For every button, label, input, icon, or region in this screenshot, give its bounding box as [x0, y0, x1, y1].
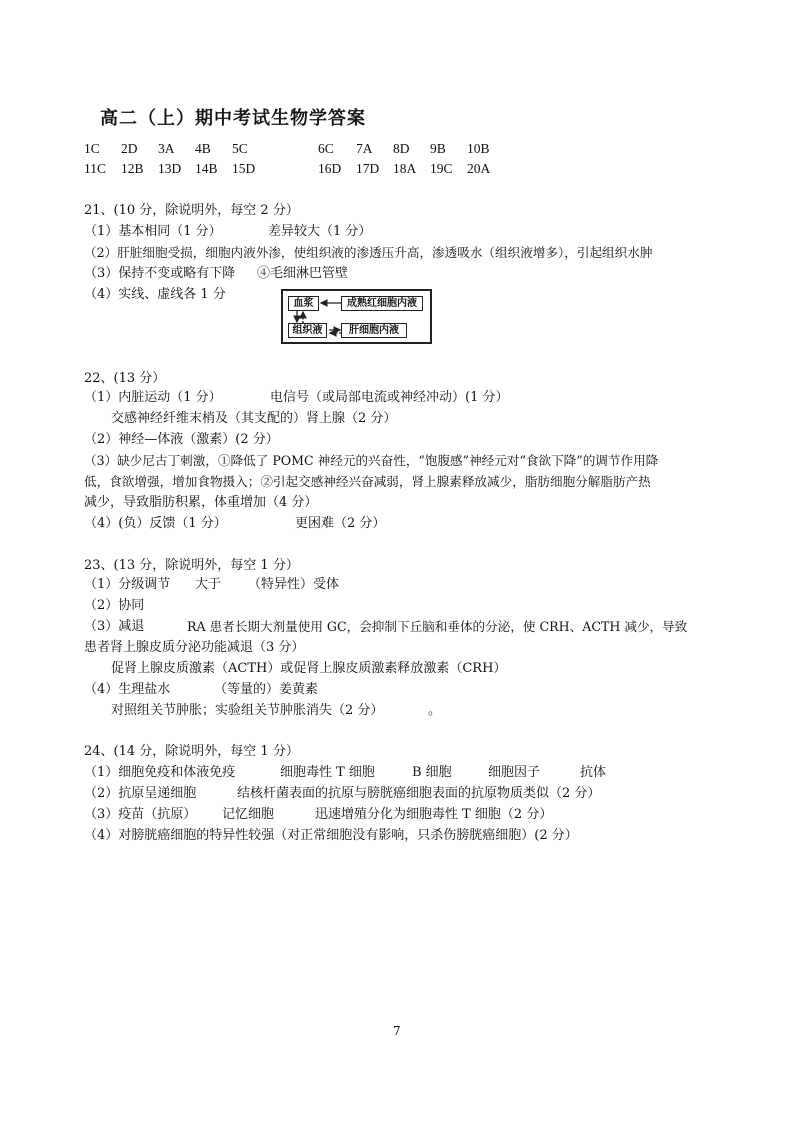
answer-item: 4B [195, 141, 211, 156]
answer-item: 11C [84, 161, 107, 176]
q21-line-4: （4）实线、虚线各 1 分 [84, 287, 226, 302]
q23-line-4d: 。 [428, 703, 442, 718]
q23-line-4b: （等量的）姜黄素 [214, 682, 319, 697]
answer-item: 9B [430, 141, 446, 156]
diagram-rbc-fluid: 成熟红细胞内液 [341, 296, 423, 311]
q21-line-3b: ④毛细淋巴管壁 [257, 266, 349, 281]
q23-line-3a: （3）减退 [84, 619, 145, 634]
q22-line-1c: 交感神经纤维末梢及（其支配的）肾上腺（2 分） [111, 411, 397, 426]
diagram-tissue-fluid: 组织液 [288, 323, 327, 338]
q24-line-1d: 细胞因子 [488, 765, 541, 780]
page-number: 7 [393, 1024, 401, 1038]
q22-line-1a: （1）内脏运动（1 分） [84, 390, 222, 405]
q22-line-4a: （4）(负）反馈（1 分） [84, 516, 227, 531]
diagram-arrows [283, 291, 430, 342]
answer-item: 17D [356, 161, 380, 176]
answer-item: 10B [467, 141, 490, 156]
q23-line-4c: 对照组关节肿胀；实验组关节肿胀消失（2 分） [111, 703, 384, 718]
answer-item: 2D [121, 141, 138, 156]
answer-item: 5C [232, 141, 248, 156]
answer-item: 19C [430, 161, 453, 176]
page-title: 高二（上）期中考试生物学答案 [100, 108, 366, 129]
q23-line-3c: 患者肾上腺皮质分泌功能减退（3 分） [84, 640, 305, 655]
answer-item: 1C [84, 141, 100, 156]
q24-line-1b: 细胞毒性 T 细胞 [280, 765, 375, 780]
q23-line-1c: （特异性）受体 [248, 577, 340, 592]
q22-line-3a: （3）缺少尼古丁刺激，①降低了 POMC 神经元的兴奋性，“饱腹感”神经元对“食欲下降”的调节作用降 [84, 453, 659, 468]
q23-line-3d: 促肾上腺皮质激素（ACTH）或促肾上腺皮质激素释放激素（CRH） [111, 661, 507, 676]
q23-line-1a: （1）分级调节 [84, 577, 171, 592]
q21-line-2: （2）肝脏细胞受损，细胞内液外渗，使组织液的渗透压升高，渗透吸水（组织液增多），引起组织水肿 [84, 245, 653, 260]
q23-line-3b: RA 患者长期大剂量使用 GC，会抑制下丘脑和垂体的分泌，使 CRH、ACTH 减少，导致 [187, 619, 688, 634]
answer-item: 3A [158, 141, 175, 156]
q24-line-3b: 记忆细胞 [222, 807, 275, 822]
answer-item: 8D [393, 141, 410, 156]
q24-line-2b: 结核杆菌表面的抗原与膀胱癌细胞表面的抗原物质类似（2 分） [237, 786, 601, 801]
q24-line-1c: B 细胞 [412, 765, 452, 780]
answer-item: 18A [393, 161, 417, 176]
answer-item: 20A [467, 161, 491, 176]
q22-line-4b: 更困难（2 分） [295, 516, 386, 531]
q21-line-3a: （3）保持不变或略有下降 [84, 266, 236, 281]
answer-item: 7A [356, 141, 373, 156]
q22-line-1b: 电信号（或局部电流或神经冲动）(1 分） [270, 390, 509, 405]
answer-item: 6C [318, 141, 334, 156]
answer-item: 14B [195, 161, 218, 176]
diagram-plasma: 血浆 [288, 296, 319, 311]
q24-line-3c: 迅速增殖分化为细胞毒性 T 细胞（2 分） [315, 807, 553, 822]
q24-header: 24、(14 分，除说明外，每空 1 分） [84, 744, 299, 759]
q21-line-1a: （1）基本相同（1 分） [84, 224, 222, 239]
q23-header: 23、(13 分，除说明外，每空 1 分） [84, 558, 299, 573]
q21-line-1b: 差异较大（1 分） [268, 224, 372, 239]
q21-header: 21、(10 分，除说明外，每空 2 分） [84, 203, 299, 218]
fluid-diagram [281, 289, 432, 344]
q24-line-3a: （3）疫苗（抗原） [84, 807, 197, 822]
q22-line-3b: 低，食欲增强，增加食物摄入；②引起交感神经兴奋减弱，肾上腺素释放减少，脂肪细胞分解脂肪产热 [84, 474, 651, 489]
q23-line-4a: （4）生理盐水 [84, 682, 171, 697]
q24-line-2a: （2）抗原呈递细胞 [84, 786, 197, 801]
q23-line-1b: 大于 [195, 577, 222, 592]
q22-line-3c: 减少，导致脂肪积累，体重增加（4 分） [84, 495, 318, 510]
answer-item: 13D [158, 161, 182, 176]
q24-line-4: （4）对膀胱癌细胞的特异性较强（对正常细胞没有影响，只杀伤膀胱癌细胞）(2 分） [84, 828, 578, 843]
answer-item: 16D [318, 161, 342, 176]
answer-item: 15D [232, 161, 256, 176]
q24-line-1a: （1）细胞免疫和体液免疫 [84, 765, 236, 780]
q22-header: 22、(13 分） [84, 371, 166, 386]
q24-line-1e: 抗体 [580, 765, 607, 780]
diagram-liver-fluid: 肝细胞内液 [341, 323, 407, 338]
q23-line-2: （2）协同 [84, 598, 145, 613]
q22-line-2: （2）神经—体液（激素）(2 分） [84, 432, 279, 447]
answer-item: 12B [121, 161, 144, 176]
